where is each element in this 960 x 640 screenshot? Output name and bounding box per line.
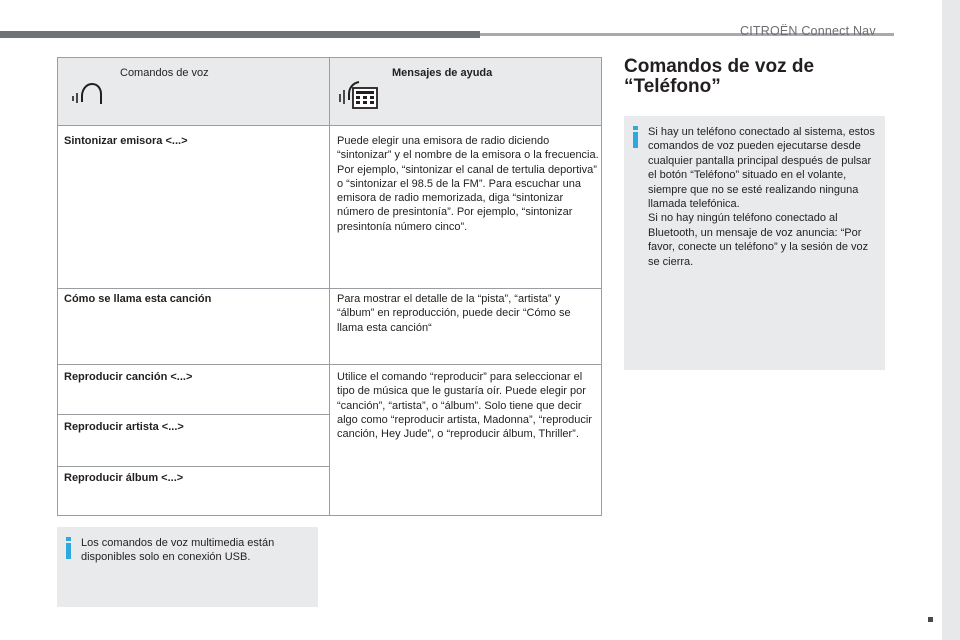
command-song-name: Cómo se llama esta canción bbox=[64, 293, 212, 305]
right-edge-strip bbox=[942, 0, 960, 640]
info-icon bbox=[632, 126, 640, 148]
phone-info-box bbox=[624, 116, 885, 370]
voice-command-icon bbox=[68, 72, 108, 112]
page-marker bbox=[928, 617, 933, 622]
row-divider bbox=[58, 414, 330, 415]
voice-commands-table bbox=[57, 57, 602, 516]
usb-note-text: Los comandos de voz multimedia están disponibles solo en conexión USB. bbox=[81, 537, 275, 564]
voice-column-label: Comandos de voz bbox=[120, 67, 209, 79]
phone-paragraph-2: Si no hay ningún teléfono conectado al Bluetooth, un mensaje de voz anuncia: “Por favor, conecte un teléfono” y la sesión de voz se cierra. bbox=[648, 212, 869, 268]
row-divider bbox=[58, 466, 330, 467]
phone-paragraph-1: Si hay un teléfono conectado al sistema, estos comandos de voz pueden ejecutarse desde cualquier pantalla principal después de pulsar el botón “Teléfono” situado en el volante, siempre que no se esté realizando ninguna llamada telefónica. bbox=[648, 126, 875, 211]
help-song-name: Para mostrar el detalle de la “pista”, “artista” y “álbum” en reproducción, puede decir “Cómo se llama esta canción“ bbox=[337, 293, 571, 334]
command-play-song: Reproducir canción <...> bbox=[64, 371, 193, 383]
help-play-media: Utilice el comando “reproducir” para seleccionar el tipo de música que le gustaría oír. Puede elegir por “canción”, “artista”, o “álbum”. Solo tiene que decir algo como “reproducir artista, Madonna”, “reproducir canción, Hey Jude”, o “reproducir álbum, Thriller”. bbox=[337, 371, 592, 441]
page-header-title: CITROËN Connect Nav bbox=[740, 24, 876, 38]
table-header-help bbox=[330, 58, 601, 125]
info-icon bbox=[65, 537, 73, 559]
column-divider bbox=[329, 125, 330, 516]
help-tune-station: Puede elegir una emisora de radio diciendo “sintonizar” y el nombre de la emisora o la frecuencia. Por ejemplo, “sintonizar el canal de tertulia deportiva” o “sintonizar el 98.5 de la FM”. Para escuchar una emisora de radio memorizada, diga “sintonizar número de presintonía”. Por ejemplo, “sintonizar presintonía número cinco”. bbox=[337, 135, 599, 233]
help-message-icon bbox=[336, 72, 382, 112]
usb-note-box bbox=[57, 527, 318, 607]
table-header-voice bbox=[58, 58, 330, 125]
header-rule-dark bbox=[0, 31, 480, 38]
help-column-label: Mensajes de ayuda bbox=[392, 67, 493, 79]
command-play-album: Reproducir álbum <...> bbox=[64, 472, 184, 484]
command-play-artist: Reproducir artista <...> bbox=[64, 421, 184, 433]
phone-section-title: Comandos de voz de “Teléfono” bbox=[624, 56, 815, 97]
command-tune-station: Sintonizar emisora <...> bbox=[64, 135, 188, 147]
phone-info-text bbox=[648, 125, 880, 269]
